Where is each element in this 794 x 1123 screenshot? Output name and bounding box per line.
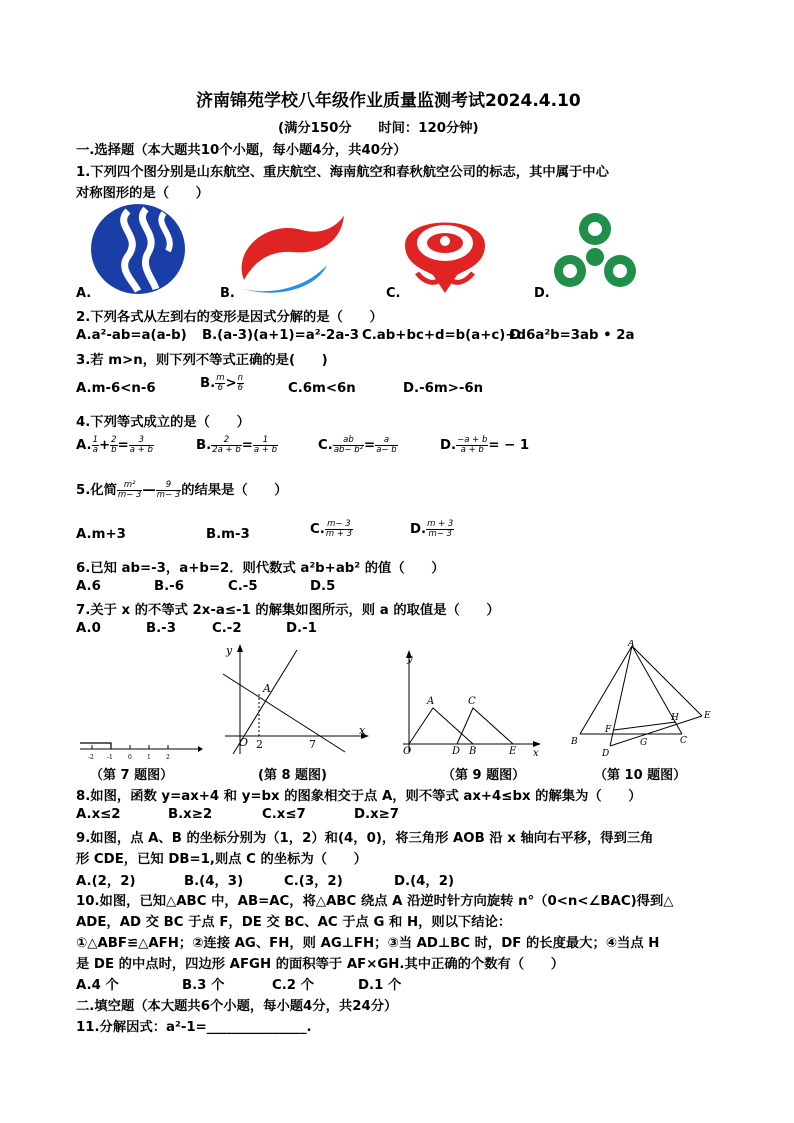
q4-option-d[interactable]: D. $\frac{-a + b}{a + b}$ = − 1 — [440, 435, 530, 455]
q4-option-a[interactable]: A. $\frac{1}{a}$ + $\frac{2}{b}$ = $\frac{3}{a + b}$ — [76, 435, 153, 455]
q8-stem: 8.如图，函数 y=ax+4 和 y=bx 的图象相交于点 A，则不等式 ax+4≤bx 的解集为（ ） — [76, 789, 642, 804]
svg-text:E: E — [509, 746, 517, 757]
q10-stem-line1: 10.如图，已知△ABC 中，AB=AC，将△ABC 绕点 A 沿逆时针方向旋转 n°（0<n<∠BAC)得到△ — [76, 894, 674, 909]
svg-text:D: D — [452, 746, 461, 757]
spring-airlines-logo — [548, 207, 643, 297]
q11-stem[interactable]: 11.分解因式：a²-1=_______________. — [76, 1020, 312, 1035]
q5-option-a[interactable]: A.m+3 — [76, 527, 126, 542]
q3-stem: 3.若 m>n，则下列不等式正确的是( ) — [76, 353, 328, 368]
svg-text:2: 2 — [166, 754, 170, 761]
q10-option-b[interactable]: B.3 个 — [182, 978, 225, 993]
shandong-airlines-logo — [88, 201, 188, 296]
q8-option-b[interactable]: B.x≥2 — [168, 807, 213, 822]
q2-option-a[interactable]: A.a²-ab=a(a-b) — [76, 328, 187, 343]
q7-option-c[interactable]: C.-2 — [212, 621, 242, 636]
svg-text:O: O — [239, 736, 249, 749]
q1-stem-line2: 对称图形的是（ ） — [76, 186, 209, 201]
svg-text:7: 7 — [309, 738, 316, 751]
chongqing-airlines-logo — [232, 210, 347, 295]
q6-option-b[interactable]: B.-6 — [154, 579, 184, 594]
fig9-caption: （第 9 题图） — [442, 768, 526, 783]
svg-text:A: A — [628, 640, 635, 649]
svg-text:0: 0 — [128, 754, 132, 761]
svg-text:2: 2 — [256, 738, 263, 751]
svg-text:D: D — [602, 749, 610, 758]
q2-stem: 2.下列各式从左到右的变形是因式分解的是（ ） — [76, 310, 383, 325]
q3-option-c[interactable]: C.6m<6n — [288, 381, 356, 396]
exam-subtitle: (满分150分 时间：120分钟) — [278, 121, 479, 136]
q2-option-b[interactable]: B.(a-3)(a+1)=a²-2a-3 — [202, 328, 360, 343]
exam-title: 济南锦苑学校八年级作业质量监测考试2024.4.10 — [196, 91, 581, 111]
q10-stem-line3: ①△ABF≌△AFH；②连接 AG、FH，则 AG⊥FH；③当 AD⊥BC 时，DF 的长度最大；④当点 H — [76, 936, 660, 951]
q10-stem-line4: 是 DE 的中点时，四边形 AFGH 的面积等于 AF×GH.其中正确的个数有（ ） — [76, 957, 565, 972]
q10-option-d[interactable]: D.1 个 — [358, 978, 402, 993]
svg-text:F: F — [605, 725, 612, 735]
q9-option-a[interactable]: A.(2，2) — [76, 874, 136, 889]
fig7-caption: （第 7 题图） — [90, 768, 174, 783]
q7-option-d[interactable]: D.-1 — [286, 621, 317, 636]
q3-option-a[interactable]: A.m-6<n-6 — [76, 381, 156, 396]
fig7-number-line — [78, 735, 203, 765]
q1-option-a[interactable]: A. — [76, 286, 92, 301]
q9-stem-line2: 形 CDE，已知 DB=1,则点 C 的坐标为（ ） — [76, 852, 367, 867]
q3-option-b[interactable]: B. $\frac{m}{6}$ > $\frac{n}{6}$ — [200, 373, 244, 393]
q2-option-d[interactable]: D.6a²b=3ab • 2a — [510, 328, 635, 343]
q4-option-c[interactable]: C. $\frac{ab}{\text{ab− b²}}$ = $\frac{a}{a- b}$ — [318, 435, 397, 455]
q7-option-b[interactable]: B.-3 — [146, 621, 176, 636]
q8-option-c[interactable]: C.x≤7 — [262, 807, 306, 822]
hainan-airlines-logo — [395, 205, 495, 297]
section-choice-heading: 一.选择题（本大题共10个小题，每小题4分，共40分） — [76, 143, 407, 158]
q8-option-a[interactable]: A.x≤2 — [76, 807, 121, 822]
svg-text:-1: -1 — [107, 754, 113, 761]
svg-text:x: x — [533, 748, 539, 759]
fig10-caption: （第 10 题图） — [594, 768, 687, 783]
q10-option-c[interactable]: C.2 个 — [272, 978, 314, 993]
svg-text:C: C — [680, 736, 687, 746]
q10-stem-line2: ADE，AD 交 BC 于点 F，DE 交 BC、AC 于点 G 和 H，则以下结论： — [76, 915, 512, 930]
svg-text:H: H — [671, 713, 679, 723]
q3-option-d[interactable]: D.-6m>-6n — [403, 381, 484, 396]
q4-stem: 4.下列等式成立的是（ ） — [76, 415, 250, 430]
q1-option-c[interactable]: C. — [386, 286, 401, 301]
q6-option-d[interactable]: D.5 — [310, 579, 336, 594]
q10-option-a[interactable]: A.4 个 — [76, 978, 119, 993]
fig8-caption: (第 8 题图) — [258, 768, 327, 783]
q9-option-c[interactable]: C.(3，2) — [284, 874, 343, 889]
fig9-graph — [397, 648, 545, 760]
q5-option-c[interactable]: C. $\frac{m- 3}{m + 3}$ — [310, 519, 353, 539]
q9-option-b[interactable]: B.(4，3) — [184, 874, 244, 889]
q8-option-d[interactable]: D.x≥7 — [354, 807, 400, 822]
fig10-triangles — [566, 640, 716, 758]
q6-stem: 6.已知 ab=-3，a+b=2．则代数式 a²b+ab² 的值（ ） — [76, 561, 445, 576]
svg-text:A: A — [427, 696, 435, 707]
svg-text:1: 1 — [147, 754, 151, 761]
svg-text:x: x — [359, 724, 366, 737]
svg-text:C: C — [468, 696, 476, 707]
q6-option-a[interactable]: A.6 — [76, 579, 101, 594]
section-fill-heading: 二.填空题（本大题共6个小题，每小题4分，共24分） — [76, 999, 398, 1014]
q7-stem: 7.关于 x 的不等式 2x-a≤-1 的解集如图所示，则 a 的取值是（ ） — [76, 603, 500, 618]
svg-text:y: y — [407, 654, 413, 665]
q9-option-d[interactable]: D.(4，2) — [394, 874, 455, 889]
svg-text:-2: -2 — [88, 754, 94, 761]
q6-option-c[interactable]: C.-5 — [228, 579, 258, 594]
q9-stem-line1: 9.如图，点 A、B 的坐标分别为（1，2）和(4，0)，将三角形 AOB 沿 x 轴向右平移，得到三角 — [76, 831, 654, 846]
svg-text:B: B — [469, 746, 477, 757]
q1-option-d[interactable]: D. — [534, 286, 550, 301]
q5-option-b[interactable]: B.m-3 — [206, 527, 250, 542]
svg-text:O: O — [403, 746, 412, 757]
q7-option-a[interactable]: A.0 — [76, 621, 101, 636]
fig8-graph — [215, 642, 375, 762]
svg-text:G: G — [640, 738, 648, 748]
q5-stem: 5.化简 $\frac{\text{m²}}{m- 3}$ — $\frac{9}{m- 3}$ 的结果是（ ） — [76, 480, 288, 500]
q1-stem-line1: 1.下列四个图分别是山东航空、重庆航空、海南航空和春秋航空公司的标志，其中属于中心 — [76, 165, 609, 180]
svg-text:A: A — [263, 682, 271, 695]
q1-option-b[interactable]: B. — [220, 286, 235, 301]
svg-text:y: y — [226, 644, 233, 657]
svg-text:B: B — [571, 737, 578, 747]
svg-text:E: E — [704, 711, 711, 721]
q2-option-c[interactable]: C.ab+bc+d=b(a+c)+d — [362, 328, 526, 343]
q4-option-b[interactable]: B. $\frac{2}{2a + b}$ = $\frac{1}{a + b}$ — [196, 435, 278, 455]
q5-option-d[interactable]: D. $\frac{m + 3}{m- 3}$ — [410, 519, 454, 539]
